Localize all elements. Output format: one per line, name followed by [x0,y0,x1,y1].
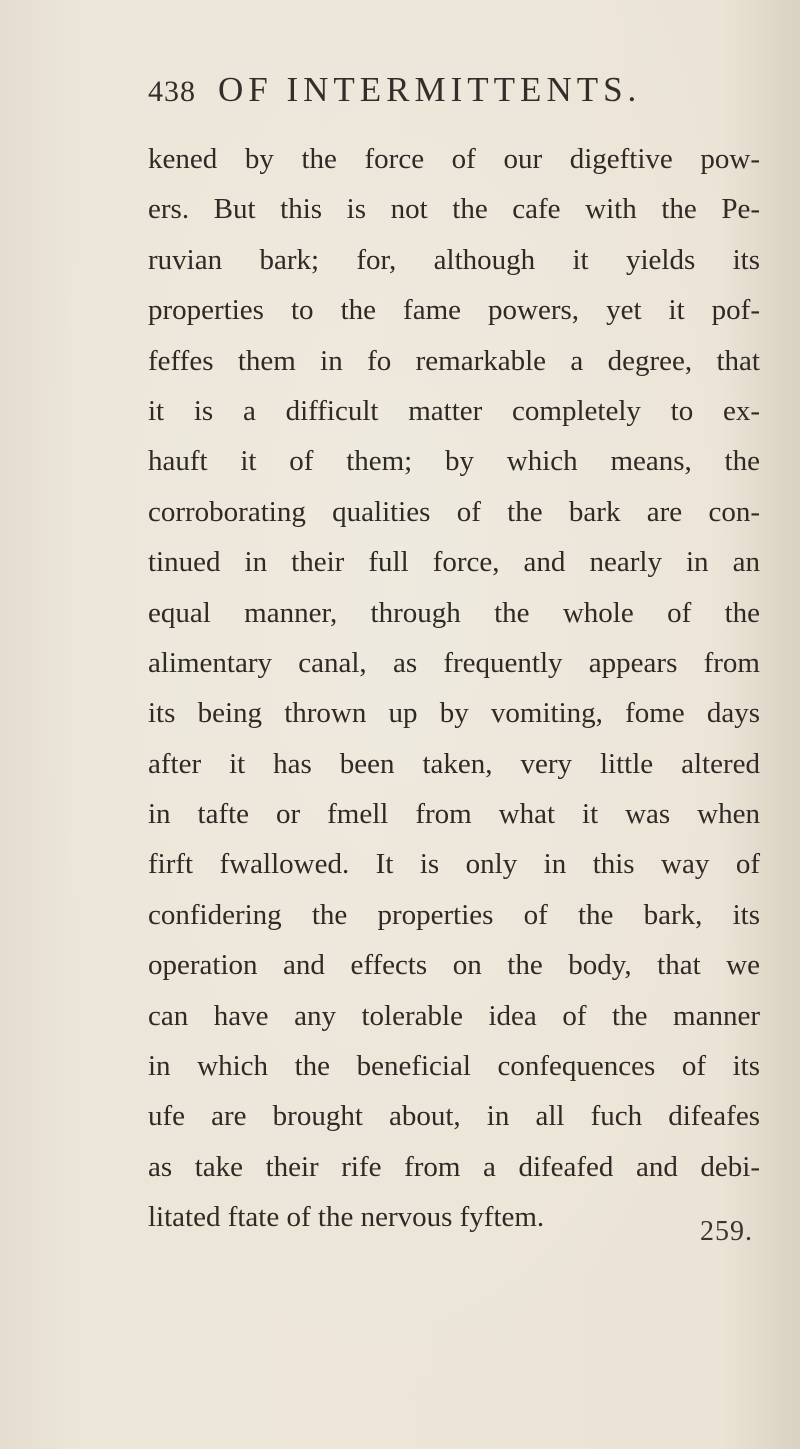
text-line: kened by the force of our digeftive pow- [148,143,760,175]
page-header [148,70,748,130]
text-line: tinued in their full force, and nearly in an [148,546,760,579]
text-line: alimentary canal, as frequently appears from [148,646,760,679]
text-line: after it has been taken, very little altered [148,747,760,780]
text-line: properties to the fame powers, yet it pof- [148,294,760,327]
page-number: 438 [148,75,196,108]
text-line: in tafte or fmell from what it was when [148,798,760,831]
text-line: operation and effects on the body, that we [148,949,760,982]
text-line: as take their rife from a difeafed and debi- [148,1150,760,1183]
text-line: firft fwallowed. It is only in this way of [148,848,760,881]
text-line: in which the beneficial confequences of its [148,1050,760,1083]
text-line: litated ftate of the nervous fyftem. [148,1201,545,1234]
text-line: confidering the properties of the bark, its [148,898,760,931]
text-line: equal manner, through the whole of the [148,596,760,629]
text-line: hauft it of them; by which means, the [148,445,760,478]
text-line: it is a difficult matter completely to ex- [148,394,760,427]
body-text [148,134,760,1243]
text-line: ers. But this is not the cafe with the Pe- [148,193,760,226]
text-line: ufe are brought about, in all fuch difeafes [148,1100,760,1133]
text-line: ruvian bark; for, although it yields its [148,243,760,276]
text-line: corroborating qualities of the bark are con- [148,495,760,528]
text-line: can have any tolerable idea of the manner [148,999,760,1032]
text-line: feffes them in fo remarkable a degree, that [148,344,760,377]
running-head: OF INTERMITTENTS. [218,70,642,109]
text-line: its being thrown up by vomiting, fome days [148,697,760,730]
catchword: 259. [700,1216,753,1247]
